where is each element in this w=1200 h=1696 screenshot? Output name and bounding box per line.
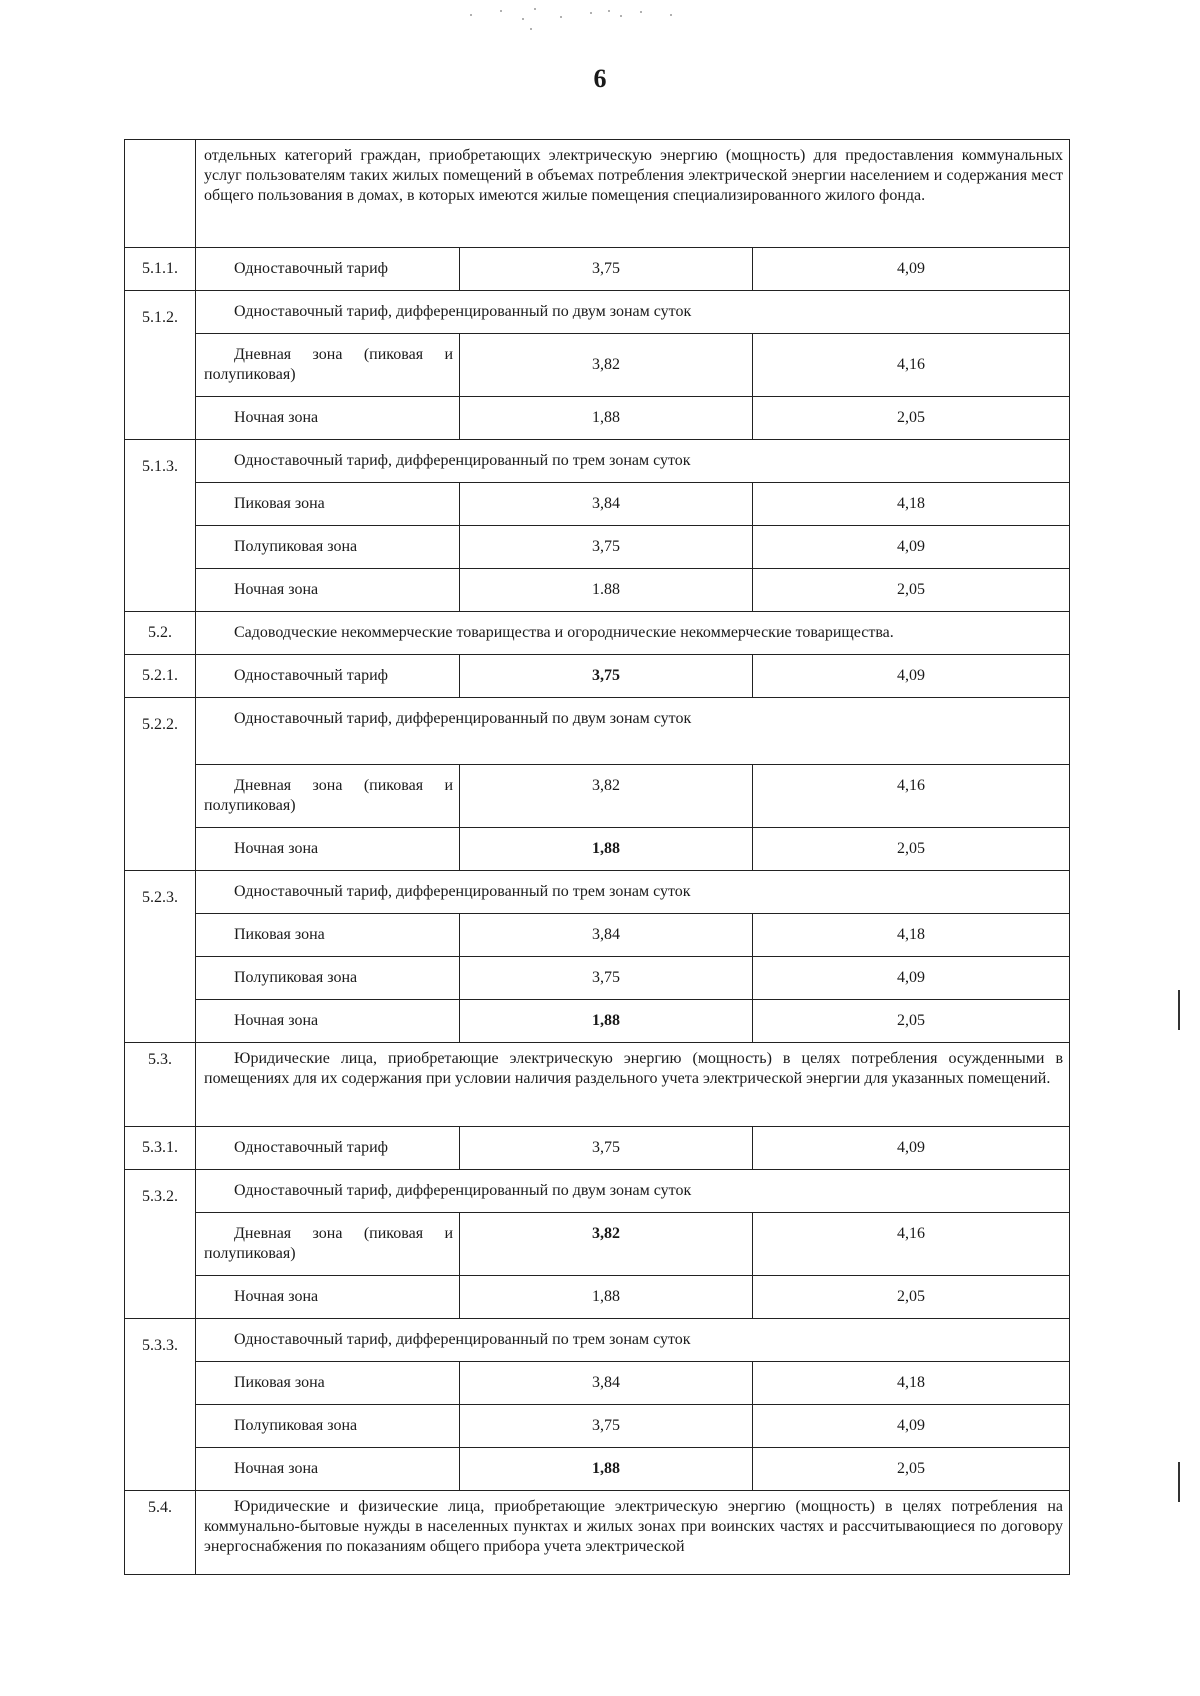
table-row bbox=[125, 1319, 1070, 1362]
tariff-value: 3,75 bbox=[460, 1127, 753, 1170]
scan-mark bbox=[1178, 990, 1180, 1030]
table-row bbox=[125, 914, 1070, 957]
tariff-value: 1,88 bbox=[460, 1000, 753, 1043]
row-number: 5.3.1. bbox=[125, 1127, 196, 1170]
tariff-value: 3,82 bbox=[460, 765, 753, 828]
tariff-name: Одноставочный тариф bbox=[196, 655, 460, 698]
row-number: 5.1.1. bbox=[125, 248, 196, 291]
tariff-name: Дневная зона (пиковая и полупиковая) bbox=[196, 765, 460, 828]
tariff-value: 3,75 bbox=[460, 655, 753, 698]
tariff-group-title: Одноставочный тариф, дифференцированный по трем зонам суток bbox=[196, 871, 1070, 914]
tariff-value: 4,09 bbox=[753, 1127, 1070, 1170]
tariff-value: 1,88 bbox=[460, 828, 753, 871]
tariff-value: 2,05 bbox=[753, 569, 1070, 612]
tariff-name: Ночная зона bbox=[196, 1000, 460, 1043]
row-number: 5.1.2. bbox=[125, 291, 196, 440]
tariff-group-title: Одноставочный тариф, дифференцированный по двум зонам суток bbox=[196, 1170, 1070, 1213]
row-number: 5.3.3. bbox=[125, 1319, 196, 1491]
table-row bbox=[125, 1213, 1070, 1276]
table-row bbox=[125, 440, 1070, 483]
tariff-value: 2,05 bbox=[753, 1448, 1070, 1491]
tariff-value: 2,05 bbox=[753, 1276, 1070, 1319]
tariff-name: Одноставочный тариф bbox=[196, 1127, 460, 1170]
tariff-group-title: Одноставочный тариф, дифференцированный по двум зонам суток bbox=[196, 291, 1070, 334]
table-row bbox=[125, 957, 1070, 1000]
tariff-name: Дневная зона (пиковая и полупиковая) bbox=[196, 334, 460, 397]
tariff-name: Ночная зона bbox=[196, 1448, 460, 1491]
category-description: Юридические лица, приобретающие электрическую энергию (мощность) в целях потребления осужденными в помещениях для их содержания при условии наличия раздельного учета электрической энергии для указанных помещений. bbox=[196, 1043, 1070, 1127]
tariff-value: 1,88 bbox=[460, 1276, 753, 1319]
tariff-value: 2,05 bbox=[753, 1000, 1070, 1043]
tariff-name: Ночная зона bbox=[196, 1276, 460, 1319]
table-row bbox=[125, 1362, 1070, 1405]
table-row bbox=[125, 1000, 1070, 1043]
tariff-name: Пиковая зона bbox=[196, 914, 460, 957]
tariff-value: 3,75 bbox=[460, 248, 753, 291]
tariff-value: 4,16 bbox=[753, 334, 1070, 397]
tariff-value: 4,09 bbox=[753, 655, 1070, 698]
table-row bbox=[125, 397, 1070, 440]
table-row bbox=[125, 569, 1070, 612]
row-number: 5.2.3. bbox=[125, 871, 196, 1043]
tariff-name: Ночная зона bbox=[196, 569, 460, 612]
row-number: 5.4. bbox=[125, 1491, 196, 1575]
table-row bbox=[125, 871, 1070, 914]
tariff-value: 4,09 bbox=[753, 526, 1070, 569]
tariff-name: Ночная зона bbox=[196, 397, 460, 440]
table-row bbox=[125, 1170, 1070, 1213]
tariff-group-title: Одноставочный тариф, дифференцированный по двум зонам суток bbox=[196, 698, 1070, 765]
tariff-value: 1,88 bbox=[460, 397, 753, 440]
table-row bbox=[125, 483, 1070, 526]
table-row bbox=[125, 140, 1070, 248]
tariff-value: 2,05 bbox=[753, 397, 1070, 440]
tariff-name: Пиковая зона bbox=[196, 1362, 460, 1405]
row-number: 5.1.3. bbox=[125, 440, 196, 612]
tariff-value: 3,75 bbox=[460, 1405, 753, 1448]
table-row bbox=[125, 1405, 1070, 1448]
row-number: 5.2.2. bbox=[125, 698, 196, 871]
tariff-value: 4,18 bbox=[753, 914, 1070, 957]
tariff-value: 4,18 bbox=[753, 1362, 1070, 1405]
scan-specks bbox=[470, 4, 730, 34]
tariff-value: 2,05 bbox=[753, 828, 1070, 871]
table-row bbox=[125, 655, 1070, 698]
table-row bbox=[125, 1491, 1070, 1575]
table-row bbox=[125, 526, 1070, 569]
category-description: отдельных категорий граждан, приобретающих электрическую энергию (мощность) для предоставления коммунальных услуг пользователям таких жилых помещений в объемах потребления электрической энергии населением и содержания мест общего пользования в домах, в которых имеются жилые помещения специализированного жилого фонда. bbox=[196, 140, 1070, 248]
tariff-value: 3,84 bbox=[460, 1362, 753, 1405]
tariff-value: 4,16 bbox=[753, 1213, 1070, 1276]
tariff-value: 3,75 bbox=[460, 526, 753, 569]
scan-mark bbox=[1178, 1462, 1180, 1502]
table-row bbox=[125, 1448, 1070, 1491]
table-row bbox=[125, 828, 1070, 871]
table-row bbox=[125, 291, 1070, 334]
table-row bbox=[125, 1276, 1070, 1319]
row-number: 5.3. bbox=[125, 1043, 196, 1127]
category-description: Юридические и физические лица, приобретающие электрическую энергию (мощность) в целях потребления на коммунально-бытовые нужды в населенных пунктах и жилых зонах при воинских частях и рассчитывающиеся по договору энергоснабжения по показаниям общего прибора учета электрической bbox=[196, 1491, 1070, 1575]
page-number: 6 bbox=[593, 64, 607, 93]
row-number: 5.3.2. bbox=[125, 1170, 196, 1319]
tariff-table bbox=[124, 139, 1070, 1575]
table-row bbox=[125, 334, 1070, 397]
tariff-value: 4,09 bbox=[753, 248, 1070, 291]
tariff-name: Пиковая зона bbox=[196, 483, 460, 526]
category-title: Садоводческие некоммерческие товарищества и огороднические некоммерческие товарищества. bbox=[196, 612, 1070, 655]
tariff-value: 4,09 bbox=[753, 1405, 1070, 1448]
tariff-value: 4,18 bbox=[753, 483, 1070, 526]
tariff-value: 3,84 bbox=[460, 914, 753, 957]
row-number: 5.2.1. bbox=[125, 655, 196, 698]
tariff-group-title: Одноставочный тариф, дифференцированный по трем зонам суток bbox=[196, 1319, 1070, 1362]
tariff-value: 4,09 bbox=[753, 957, 1070, 1000]
table-row bbox=[125, 765, 1070, 828]
table-row bbox=[125, 612, 1070, 655]
tariff-name: Полупиковая зона bbox=[196, 526, 460, 569]
row-number-cell bbox=[125, 140, 196, 248]
row-number: 5.2. bbox=[125, 612, 196, 655]
table-row bbox=[125, 248, 1070, 291]
tariff-value: 3,82 bbox=[460, 1213, 753, 1276]
tariff-name: Ночная зона bbox=[196, 828, 460, 871]
table-row bbox=[125, 1127, 1070, 1170]
table-row bbox=[125, 698, 1070, 765]
tariff-name: Одноставочный тариф bbox=[196, 248, 460, 291]
table-row bbox=[125, 1043, 1070, 1127]
tariff-value: 3,82 bbox=[460, 334, 753, 397]
tariff-value: 3,84 bbox=[460, 483, 753, 526]
tariff-value: 1,88 bbox=[460, 1448, 753, 1491]
tariff-value: 3,75 bbox=[460, 957, 753, 1000]
tariff-name: Полупиковая зона bbox=[196, 957, 460, 1000]
tariff-group-title: Одноставочный тариф, дифференцированный по трем зонам суток bbox=[196, 440, 1070, 483]
tariff-value: 4,16 bbox=[753, 765, 1070, 828]
tariff-value: 1.88 bbox=[460, 569, 753, 612]
tariff-name: Полупиковая зона bbox=[196, 1405, 460, 1448]
tariff-name: Дневная зона (пиковая и полупиковая) bbox=[196, 1213, 460, 1276]
